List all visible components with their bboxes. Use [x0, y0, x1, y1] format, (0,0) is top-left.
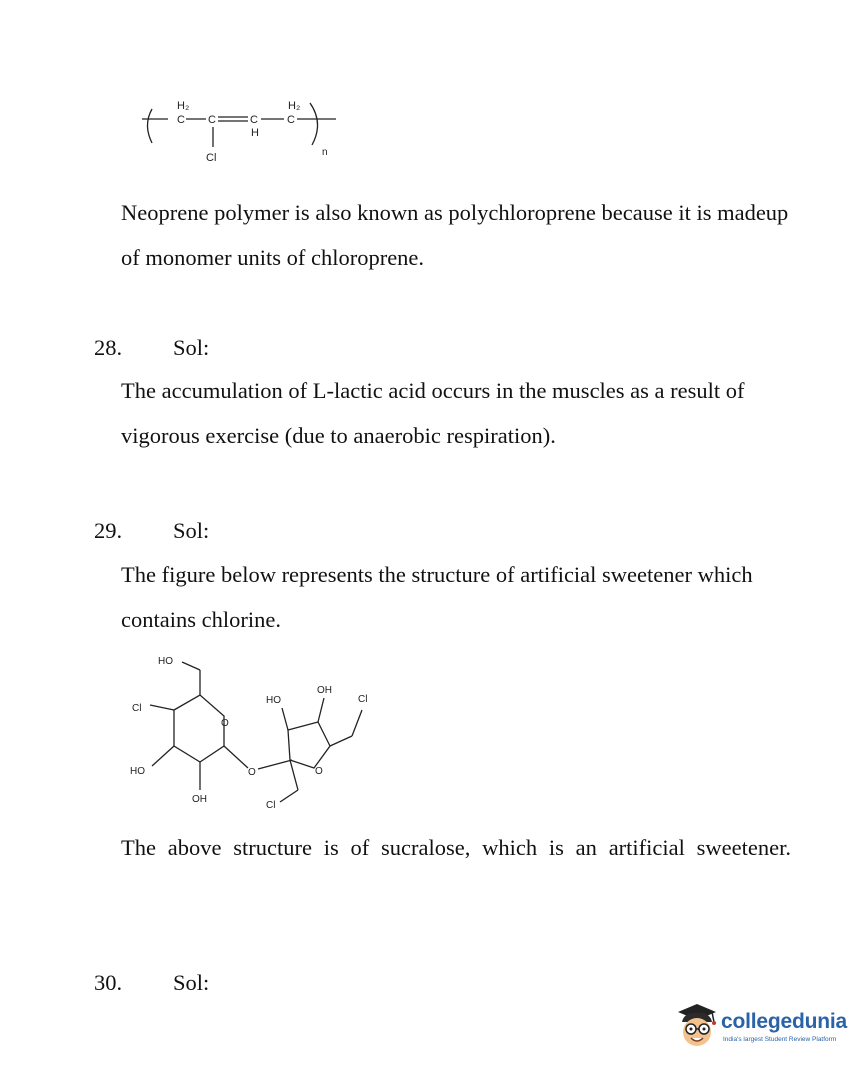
h2-left-label: H₂	[177, 100, 190, 112]
chlorine-label: Cl	[358, 694, 368, 705]
question-number: 29.	[94, 518, 123, 543]
question-number: 28.	[94, 335, 123, 360]
sol-label: Sol:	[173, 970, 210, 995]
answer-29-text: The figure below represents the structure of artificial sweetener which contains chlorine.	[121, 562, 753, 632]
repeat-n-label: n	[322, 147, 328, 158]
oxygen-label: O	[248, 767, 256, 778]
logo-wordmark: collegedunia	[721, 1010, 847, 1033]
chlorine-label: Cl	[206, 152, 217, 164]
question-number: 30.	[94, 970, 123, 995]
oh-label: OH	[317, 685, 332, 696]
neoprene-text: Neoprene polymer is also known as polychloroprene because it is madeup of monomer units of chloroprene.	[121, 200, 789, 270]
oh-label: OH	[192, 794, 207, 805]
hydrogen-label: H	[251, 127, 259, 139]
sol-label: Sol:	[173, 335, 210, 360]
neoprene-structure	[140, 95, 350, 170]
chlorine-label: Cl	[132, 703, 142, 714]
oxygen-label: O	[315, 766, 323, 777]
sucralose-structure	[120, 650, 390, 820]
logo-tagline: India's largest Student Review Platform	[723, 1036, 837, 1043]
carbon-label: C	[287, 114, 295, 126]
oxygen-label: O	[221, 718, 229, 729]
ho-label: HO	[158, 656, 173, 667]
h2-right-label: H₂	[288, 100, 301, 112]
carbon-label: C	[250, 114, 258, 126]
chlorine-label: Cl	[266, 800, 276, 811]
ho-label: HO	[130, 766, 145, 777]
sol-label: Sol:	[173, 518, 210, 543]
collegedunia-logo[interactable]	[674, 998, 850, 1054]
sucralose-text-content: The above structure is of sucralose, which is an artificial sweetener.	[121, 835, 791, 860]
mascot-icon	[674, 998, 720, 1054]
sucralose-text	[121, 825, 791, 870]
ho-label: HO	[266, 695, 281, 706]
carbon-label: C	[208, 114, 216, 126]
carbon-label: C	[177, 114, 185, 126]
answer-28-text: The accumulation of L-lactic acid occurs in the muscles as a result of vigorous exercise (due to anaerobic respiration).	[121, 378, 745, 448]
